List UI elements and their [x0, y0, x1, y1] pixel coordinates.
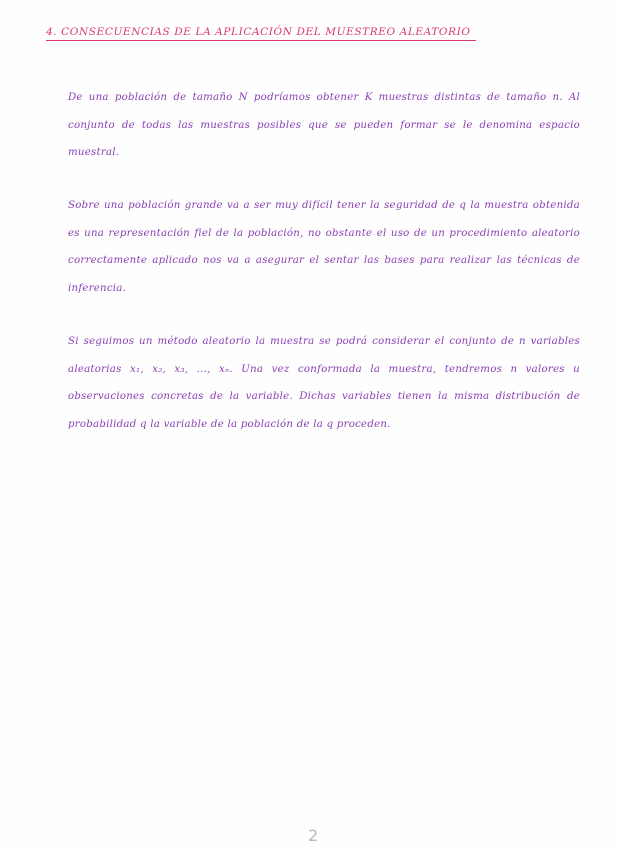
paragraph-3: Si seguimos un método aleatorio la muestra se podrá considerar el conjunto de n variables aleatorias x₁, x₂, x₃, ..., xₙ. Una vez conformada la muestra, tendremos n valores u observaciones concretas de la variable. Dichas variables tienen la misma distribución de probabilidad q la variable de la población de la q proceden. [68, 336, 580, 430]
paragraph-2: Sobre una población grande va a ser muy difícil tener la seguridad de q la muestra obtenida es una representación fiel de la población, no obstante el uso de un procedimiento aleatorio correctamente aplicado nos va a asegurar el sentar las bases para realizar las técnicas de inferencia. [68, 200, 580, 294]
paragraph-1: De una población de tamaño N podríamos obtener K muestras distintas de tamaño n. Al conjunto de todas las muestras posibles que se pueden formar se le denomina espacio muestral. [68, 92, 580, 158]
page-number: 2 [308, 826, 319, 845]
section-heading: 4. CONSECUENCIAS DE LA APLICACIÓN DEL MUESTREO ALEATORIO [46, 26, 476, 41]
